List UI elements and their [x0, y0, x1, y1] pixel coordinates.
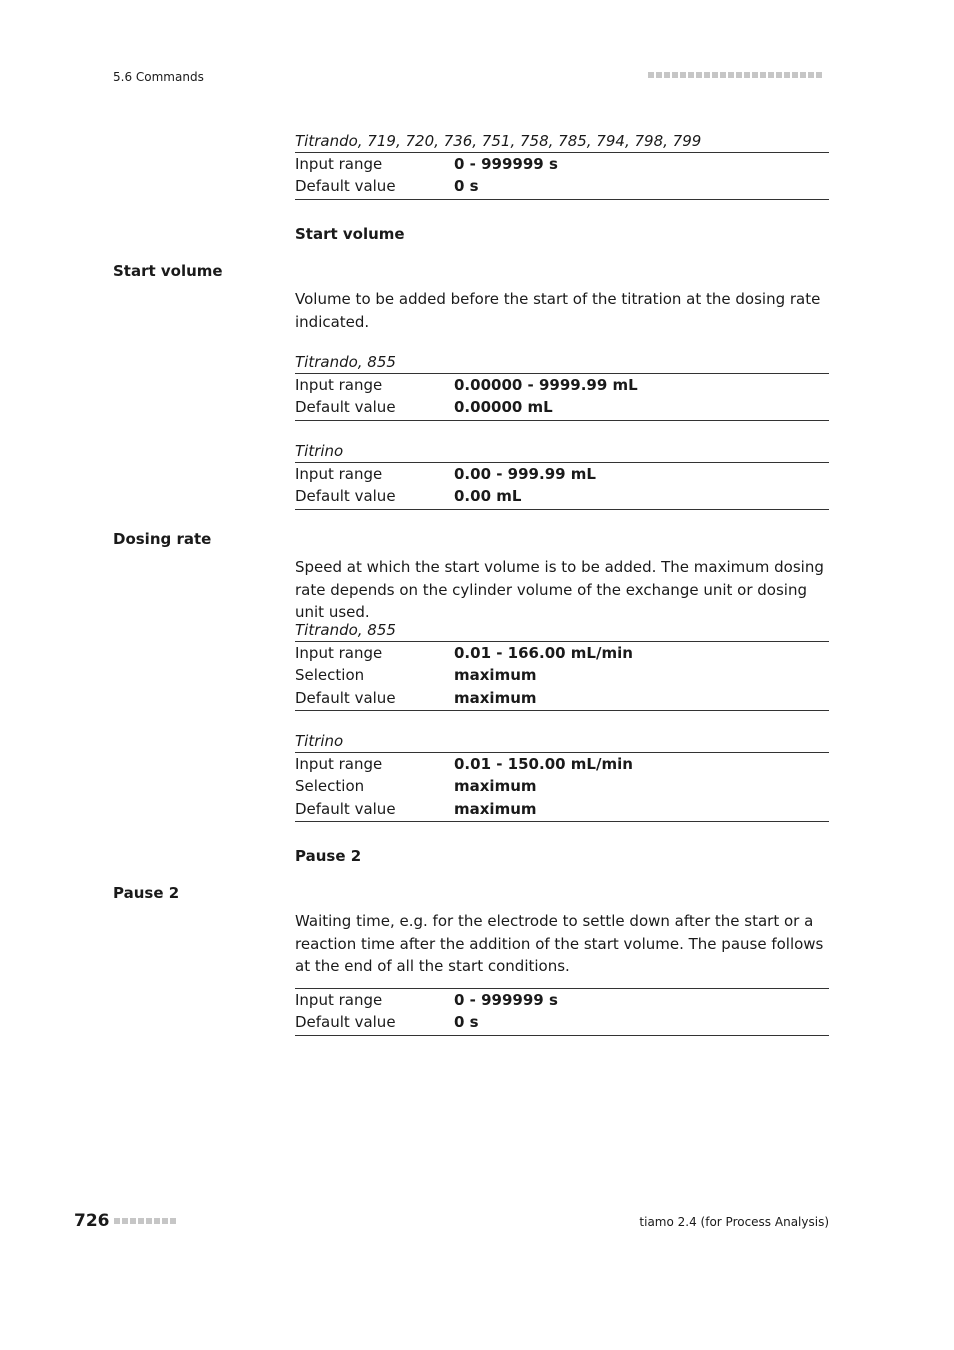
pause-2-description: Waiting time, e.g. for the electrode to settle down after the start or a reaction time after the addition of the start volume. The pause follows at the end of all the start conditions. — [295, 912, 824, 975]
table-row — [295, 1011, 829, 1033]
table-row — [295, 485, 829, 507]
table-row — [295, 175, 829, 197]
table-row — [295, 775, 829, 797]
running-header-section: 5.6 Commands — [113, 70, 204, 84]
row-label: Selection — [295, 666, 365, 685]
row-value: 0.01 - 150.00 mL/min — [454, 755, 633, 773]
table-row — [295, 396, 829, 418]
param-table-pause-2 — [295, 988, 829, 1036]
row-value: 0 - 999999 s — [454, 991, 558, 1009]
row-value: 0.01 - 166.00 mL/min — [454, 644, 633, 662]
table-row — [295, 989, 829, 1011]
row-label: Default value — [295, 799, 396, 818]
side-label-pause-2: Pause 2 — [113, 884, 180, 902]
param-table-titrando-pause — [295, 131, 829, 200]
row-value: maximum — [454, 799, 537, 818]
param-table-dosing-rate-titrando — [295, 620, 829, 711]
side-label-start-volume: Start volume — [113, 262, 223, 280]
table-title: Titrino — [295, 732, 344, 750]
header-decoration-squares — [648, 72, 822, 78]
param-table-dosing-rate-titrino — [295, 731, 829, 822]
row-label: Default value — [295, 398, 396, 417]
table-title: Titrando, 855 — [295, 353, 396, 371]
row-label: Selection — [295, 777, 365, 796]
row-value: 0.00 - 999.99 mL — [454, 465, 596, 483]
row-label: Default value — [295, 487, 396, 506]
page-number: 726 — [74, 1211, 110, 1231]
row-label: Default value — [295, 1013, 396, 1032]
row-label: Input range — [295, 155, 383, 173]
row-label: Default value — [295, 177, 396, 196]
param-table-start-volume-titrino — [295, 441, 829, 510]
dosing-rate-description: Speed at which the start volume is to be added. The maximum dosing rate depends on the cylinder volume of the exchange unit or dosing unit used. — [295, 558, 824, 621]
footer-product-name: tiamo 2.4 (for Process Analysis) — [639, 1215, 829, 1229]
table-row — [295, 153, 829, 175]
row-value: 0.00000 mL — [454, 398, 553, 417]
table-row — [295, 753, 829, 775]
row-value: maximum — [454, 666, 537, 685]
row-value: maximum — [454, 777, 537, 796]
table-row — [295, 664, 829, 686]
subsection-heading-pause-2: Pause 2 — [295, 847, 362, 865]
row-label: Input range — [295, 465, 383, 483]
row-label: Input range — [295, 644, 383, 662]
footer-decoration-squares — [114, 1218, 176, 1224]
start-volume-description: Volume to be added before the start of the titration at the dosing rate indicated. — [295, 290, 821, 331]
table-title: Titrino — [295, 442, 344, 460]
table-row — [295, 687, 829, 709]
row-label: Default value — [295, 688, 396, 707]
row-value: 0 s — [454, 177, 479, 196]
side-label-dosing-rate: Dosing rate — [113, 530, 212, 548]
row-value: 0 - 999999 s — [454, 155, 558, 173]
table-row — [295, 642, 829, 664]
table-row — [295, 798, 829, 820]
row-label: Input range — [295, 755, 383, 773]
table-title: Titrando, 855 — [295, 621, 396, 639]
table-row — [295, 463, 829, 485]
row-value: 0.00000 - 9999.99 mL — [454, 376, 638, 394]
row-label: Input range — [295, 991, 383, 1009]
table-row — [295, 374, 829, 396]
subsection-heading-start-volume: Start volume — [295, 225, 405, 243]
row-label: Input range — [295, 376, 383, 394]
table-title: Titrando, 719, 720, 736, 751, 758, 785, 794, 798, 799 — [295, 132, 702, 150]
row-value: maximum — [454, 688, 537, 707]
param-table-start-volume-titrando — [295, 352, 829, 421]
row-value: 0 s — [454, 1013, 479, 1032]
row-value: 0.00 mL — [454, 487, 522, 506]
